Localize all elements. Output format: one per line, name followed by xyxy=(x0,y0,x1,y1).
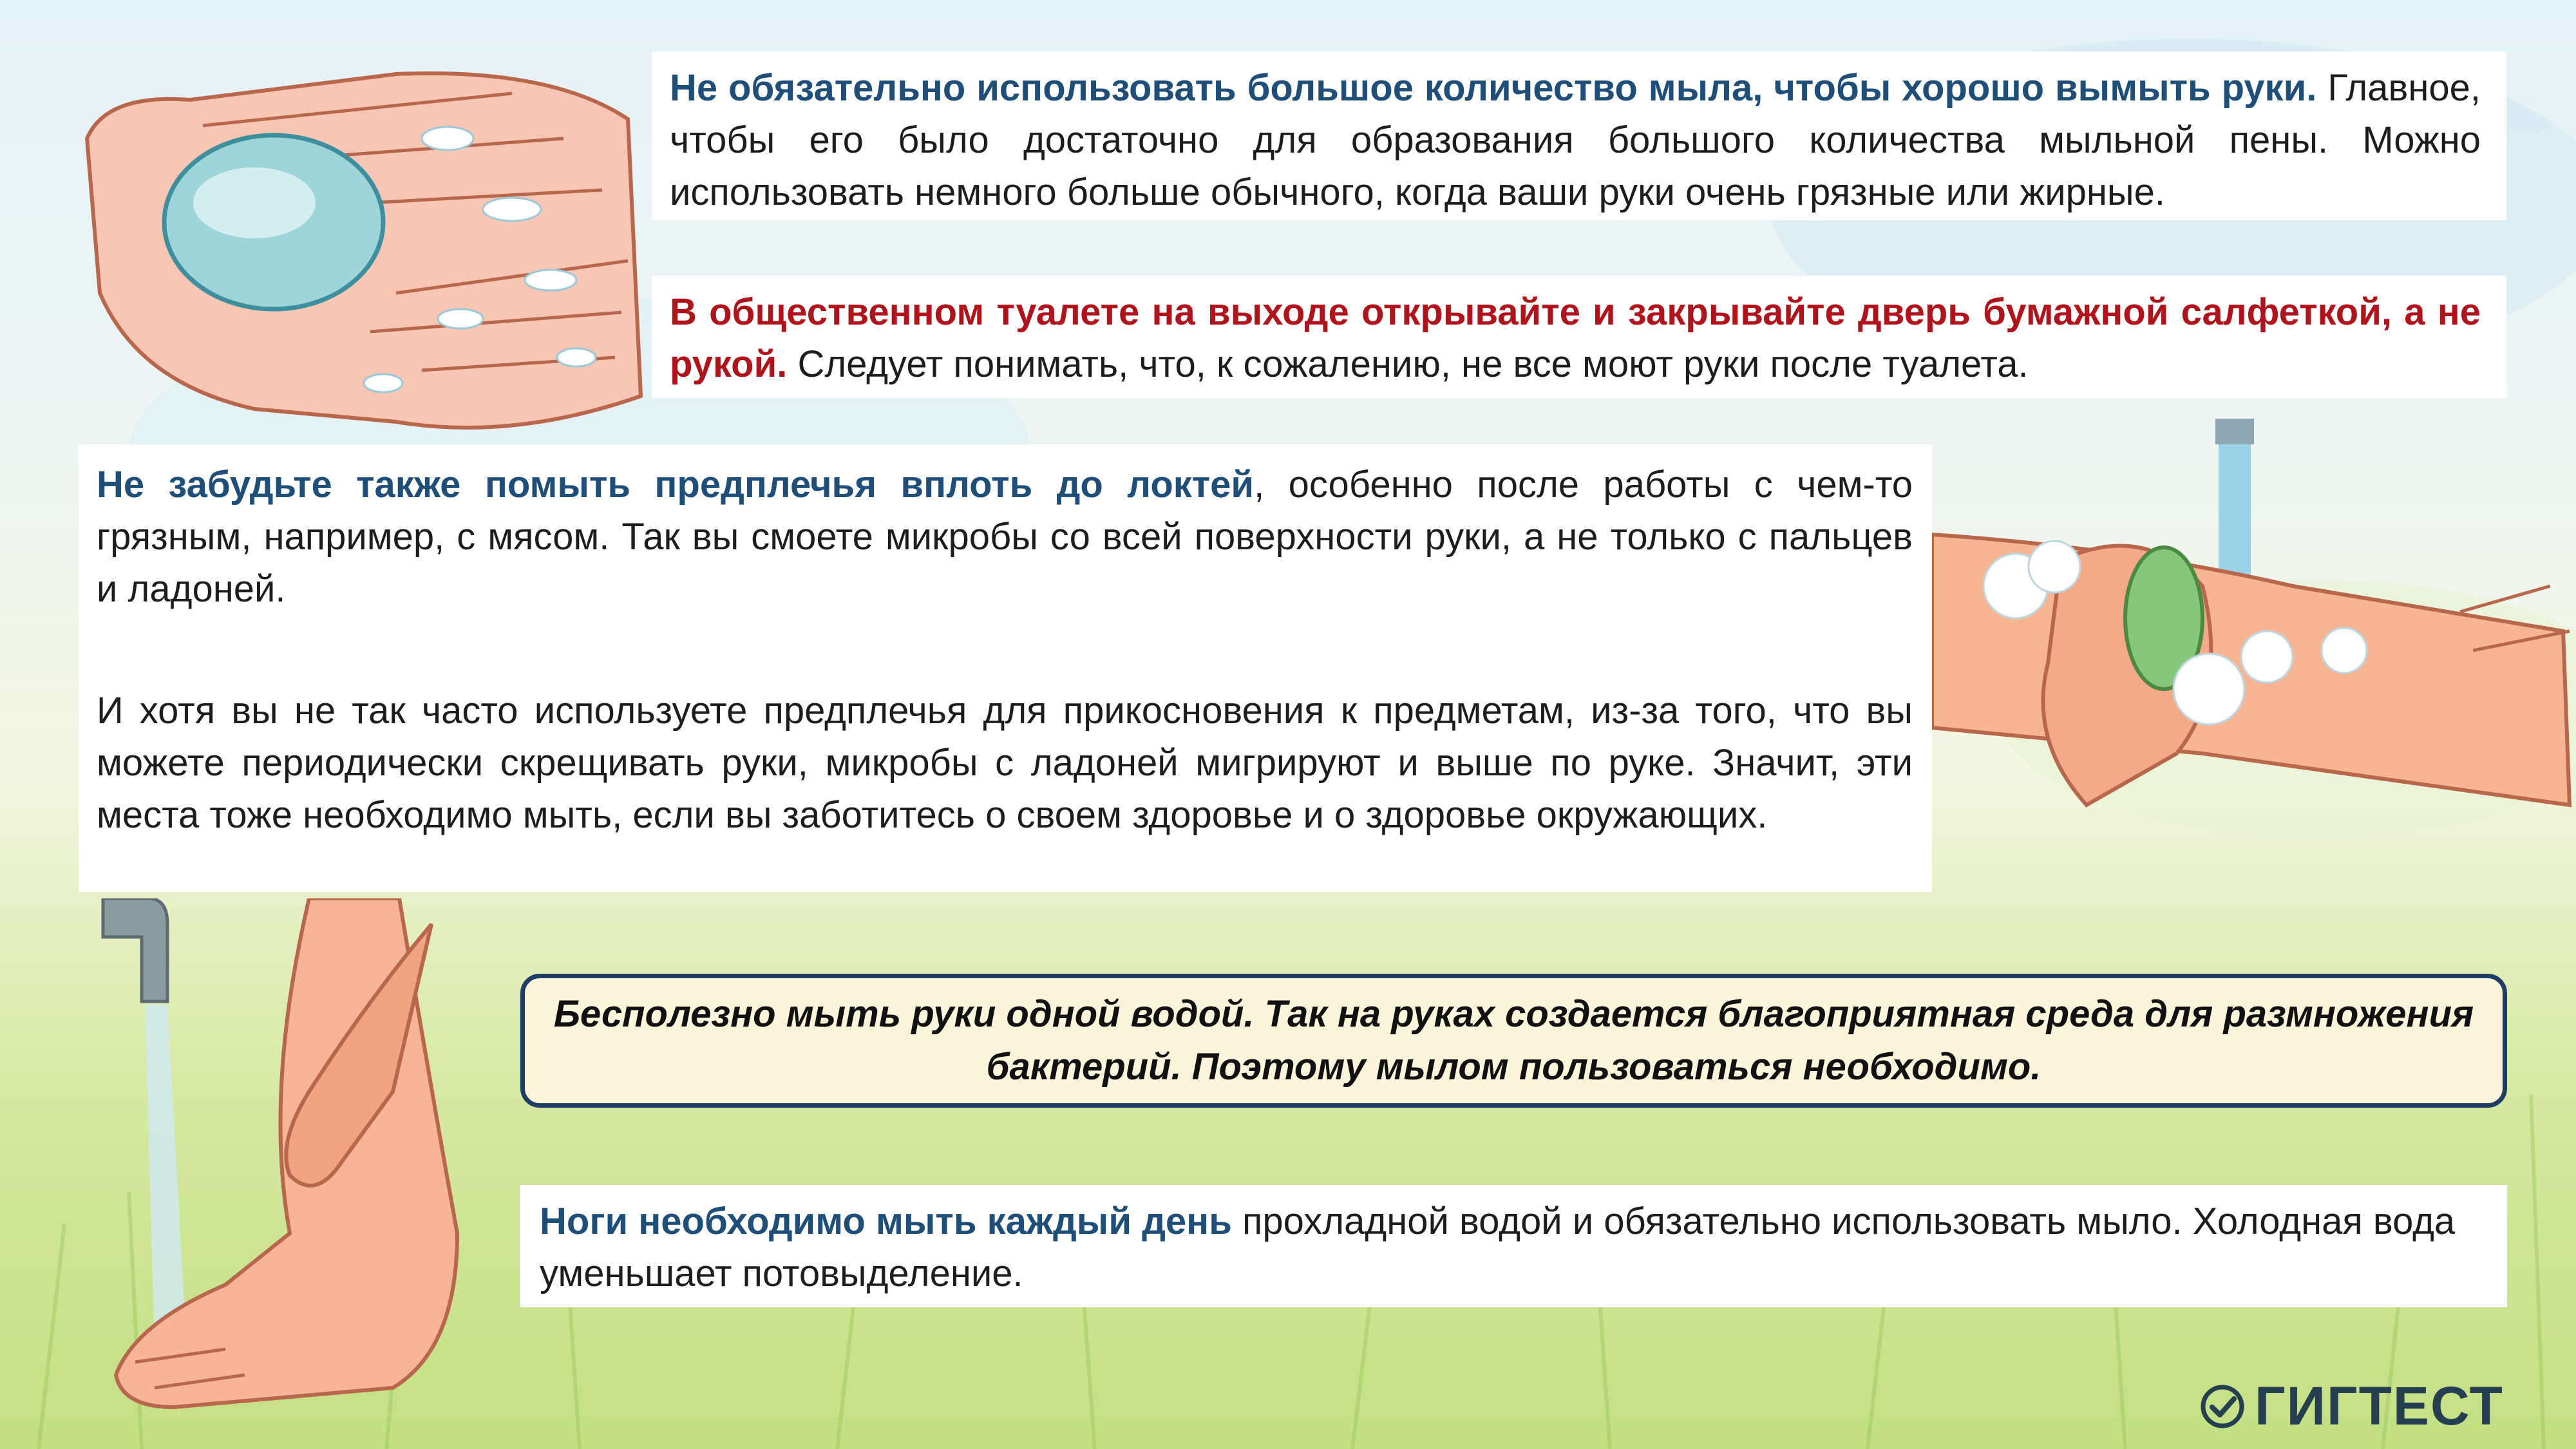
toilet-advice-text xyxy=(670,286,2481,390)
soap-advice-heading: Не обязательно использовать большое количество мыла, чтобы хорошо вымыть руки. xyxy=(670,67,2317,109)
forearms-advice-body: , особенно после работы с чем-то грязным, например, с мясом. Так вы смоете микробы со всей поверхности руки, а не только с пальцев и ладоней. xyxy=(97,464,1913,610)
feet-advice-text xyxy=(540,1195,2481,1300)
check-circle-icon xyxy=(2199,1383,2246,1430)
feet-advice-card xyxy=(520,1185,2507,1307)
water-only-warning-callout xyxy=(520,974,2507,1108)
water-only-warning-text: Бесполезно мыть руки одной водой. Так на руках создается благоприятная среда для размножения бактерий. Поэтому мылом пользоваться необходимо. xyxy=(553,993,2474,1088)
feet-advice-body: прохладной водой и обязательно использовать мыло. Холодная вода уменьшает потовыделение. xyxy=(540,1200,2456,1294)
soap-advice-card xyxy=(652,52,2506,220)
toilet-advice-card xyxy=(652,276,2506,398)
soap-advice-body: Главное, чтобы его было достаточно для образования большого количества мыльной пены. Можно использовать немного больше обычного, когда ваши руки очень грязные или жирные. xyxy=(670,67,2481,213)
forearms-advice-text xyxy=(97,459,1913,615)
logo-text: ГИГТЕСТ xyxy=(2255,1376,2504,1436)
toilet-advice-body: Следует понимать, что, к сожалению, не все моют руки после туалета. xyxy=(787,343,2029,385)
forearm-washing-illustration xyxy=(1932,419,2576,882)
forearms-advice-heading: Не забудьте также помыть предплечья вплоть до локтей xyxy=(97,464,1255,506)
soap-advice-text xyxy=(670,62,2481,218)
toilet-advice-heading: В общественном туалете на выходе открывайте и закрывайте дверь бумажной салфеткой, а не рукой. xyxy=(670,291,2481,385)
forearms-advice-paragraph-2: И хотя вы не так часто используете предплечья для прикосновения к предметам, из-за того, что вы можете периодически скрещивать руки, микробы с ладоней мигрируют и выше по руке. Значит, эти места тоже необходимо мыть, если вы заботитесь о своем здоровье и о здоровье окружающих. xyxy=(97,690,1913,836)
hands-soap-illustration xyxy=(61,48,647,441)
feet-advice-heading: Ноги необходимо мыть каждый день xyxy=(540,1200,1232,1242)
gigtest-logo xyxy=(2199,1375,2504,1437)
foot-washing-illustration xyxy=(97,898,547,1446)
forearms-advice-card xyxy=(79,444,1932,892)
